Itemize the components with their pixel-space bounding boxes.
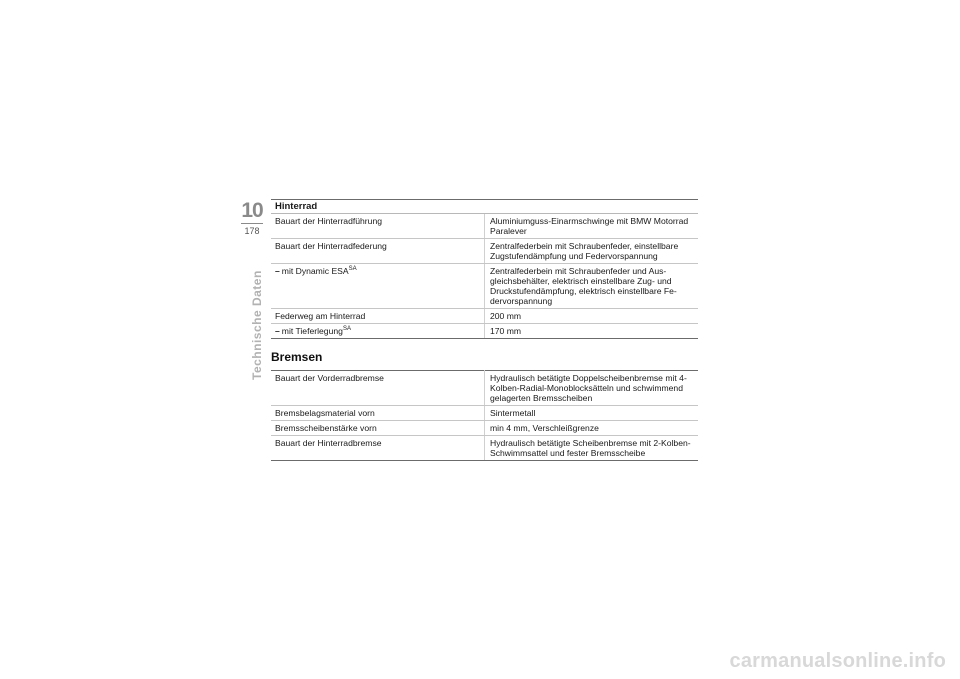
chapter-title: Technische Daten: [250, 270, 264, 380]
hinterrad-heading: Hinterrad: [271, 199, 698, 214]
table-row: [271, 421, 698, 436]
spec-value: min 4 mm, Verschleißgrenze: [485, 421, 699, 436]
table-row: [271, 324, 698, 339]
spec-value: 170 mm: [485, 324, 699, 339]
spec-label: Bauart der Hinterradführung: [271, 214, 485, 239]
table-row: [271, 239, 698, 264]
dash-marker: –: [275, 266, 280, 276]
spec-value: Aluminiumguss-Einarmschwinge mit BMW Motorrad Paralever: [485, 214, 699, 239]
hinterrad-section: [271, 199, 698, 339]
chapter-number: 10: [241, 199, 263, 222]
spec-value: Hydraulisch betätigte Scheibenbremse mit 2-Kolben-Schwimmsattel und fester Bremsscheibe: [485, 436, 699, 461]
table-row: [271, 406, 698, 421]
spec-label: – mit Tieferlegung$^{SA}$: [271, 324, 485, 339]
chapter-divider: [241, 223, 263, 224]
table-row: [271, 214, 698, 239]
spec-label: Bauart der Hinterradfederung: [271, 239, 485, 264]
sa-marker: SA: [348, 266, 357, 273]
spec-value: Zentralfederbein mit Schraubenfeder, einstellbare Zugstufendämpfung und Federvorspannung: [485, 239, 699, 264]
table-row: [271, 264, 698, 309]
spec-label: Bremsscheibenstärke vorn: [271, 421, 485, 436]
spec-label: – mit Dynamic $ESA^{SA}$: [271, 264, 485, 309]
spec-value: 200 mm: [485, 309, 699, 324]
spec-label: Bauart der Vorderradbremse: [271, 371, 485, 406]
spec-label: Federweg am Hinterrad: [271, 309, 485, 324]
spec-value: Hydraulisch betätigte Doppelscheibenbremse mit 4-Kolben-Radial-Monoblocksätteln und schwimmend gelagerten Bremsscheiben: [485, 371, 699, 406]
table-row: [271, 436, 698, 461]
bremsen-section: [271, 370, 698, 461]
bremsen-table: [271, 370, 698, 461]
dash-marker: –: [275, 326, 280, 336]
watermark: carmanualsonline.info: [729, 650, 946, 672]
spec-label: Bauart der Hinterradbremse: [271, 436, 485, 461]
bremsen-heading: Bremsen: [271, 350, 323, 364]
sa-marker: SA: [342, 326, 351, 333]
spec-value: Sintermetall: [485, 406, 699, 421]
table-row: [271, 309, 698, 324]
spec-value: Zentralfederbein mit Schraubenfeder und Ausgleichsbehälter, elektrisch einstellbare Zug- und Druckstufendämpfung, elektrisch einstellbare Federvorspannung: [485, 264, 699, 309]
hinterrad-table: [271, 214, 698, 339]
page-number: 178: [244, 226, 260, 236]
spec-label: Bremsbelagsmaterial vorn: [271, 406, 485, 421]
table-row: [271, 371, 698, 406]
